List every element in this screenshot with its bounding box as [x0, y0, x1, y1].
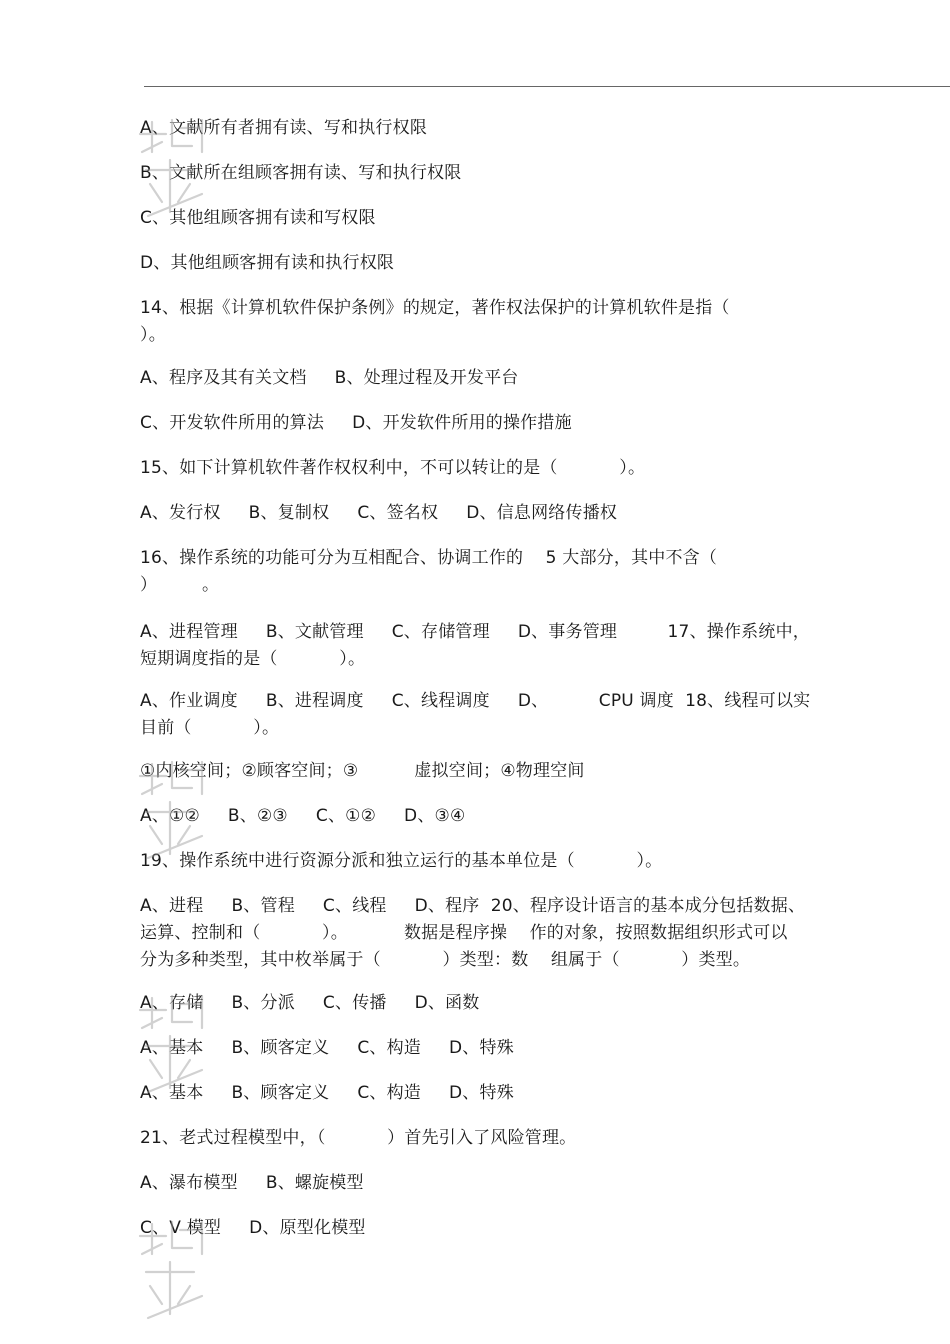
option-line: C、开发软件所用的算法 D、开发软件所用的操作措施: [140, 413, 572, 433]
question-15: 15、如下计算机软件著作权权利中，不可以转让的是（ ）。: [140, 458, 646, 478]
question-21: 21、老式过程模型中，（ ）首先引入了风险管理。: [140, 1128, 577, 1148]
header-rule: [144, 86, 950, 87]
question-20-block: A、进程 B、管程 C、线程 D、程序 20、程序设计语言的基本成分包括数据、 运算、控制和（ ）。 数据是程序操 作的对象，按照数据组织形式可以 分为多种类型，其中枚举属于（ ）类型：数 组属于（ ）类型。: [140, 896, 806, 970]
option-line: C、其他组顾客拥有读和写权限: [140, 208, 376, 228]
question-16: 16、操作系统的功能可分为互相配合、协调工作的 5 大部分，其中不含（ ） 。: [140, 548, 718, 595]
question-19: 19、操作系统中进行资源分派和独立运行的基本单位是（ ）。: [140, 851, 663, 871]
option-line: D、其他组顾客拥有读和执行权限: [140, 253, 395, 273]
option-line: A、基本 B、顾客定义 C、构造 D、特殊: [140, 1038, 514, 1058]
option-line: A、发行权 B、复制权 C、签名权 D、信息网络传播权: [140, 503, 618, 523]
option-line: A、基本 B、顾客定义 C、构造 D、特殊: [140, 1083, 514, 1103]
option-line: B、文献所在组顾客拥有读、写和执行权限: [140, 163, 462, 183]
statement-line: ①内核空间；②顾客空间；③ 虚拟空间；④物理空间: [140, 761, 585, 781]
option-line: A、瀑布模型 B、螺旋模型: [140, 1173, 364, 1193]
option-line: A、①② B、②③ C、①② D、③④: [140, 806, 466, 826]
option-line: C、V 模型 D、原型化模型: [140, 1218, 366, 1238]
question-17-block: A、进程管理 B、文献管理 C、存储管理 D、事务管理 17、操作系统中， 短期调度指的是（ ）。: [140, 622, 810, 669]
option-line: A、存储 B、分派 C、传播 D、函数: [140, 993, 480, 1013]
question-18-block: A、作业调度 B、进程调度 C、线程调度 D、 CPU 调度 18、线程可以实 目前（ ）。: [140, 691, 811, 738]
question-14: 14、根据《计算机软件保护条例》的规定，著作权法保护的计算机软件是指（ ）。: [140, 298, 730, 345]
option-line: A、文献所有者拥有读、写和执行权限: [140, 118, 428, 138]
option-line: A、程序及其有关文档 B、处理过程及开发平台: [140, 368, 519, 388]
